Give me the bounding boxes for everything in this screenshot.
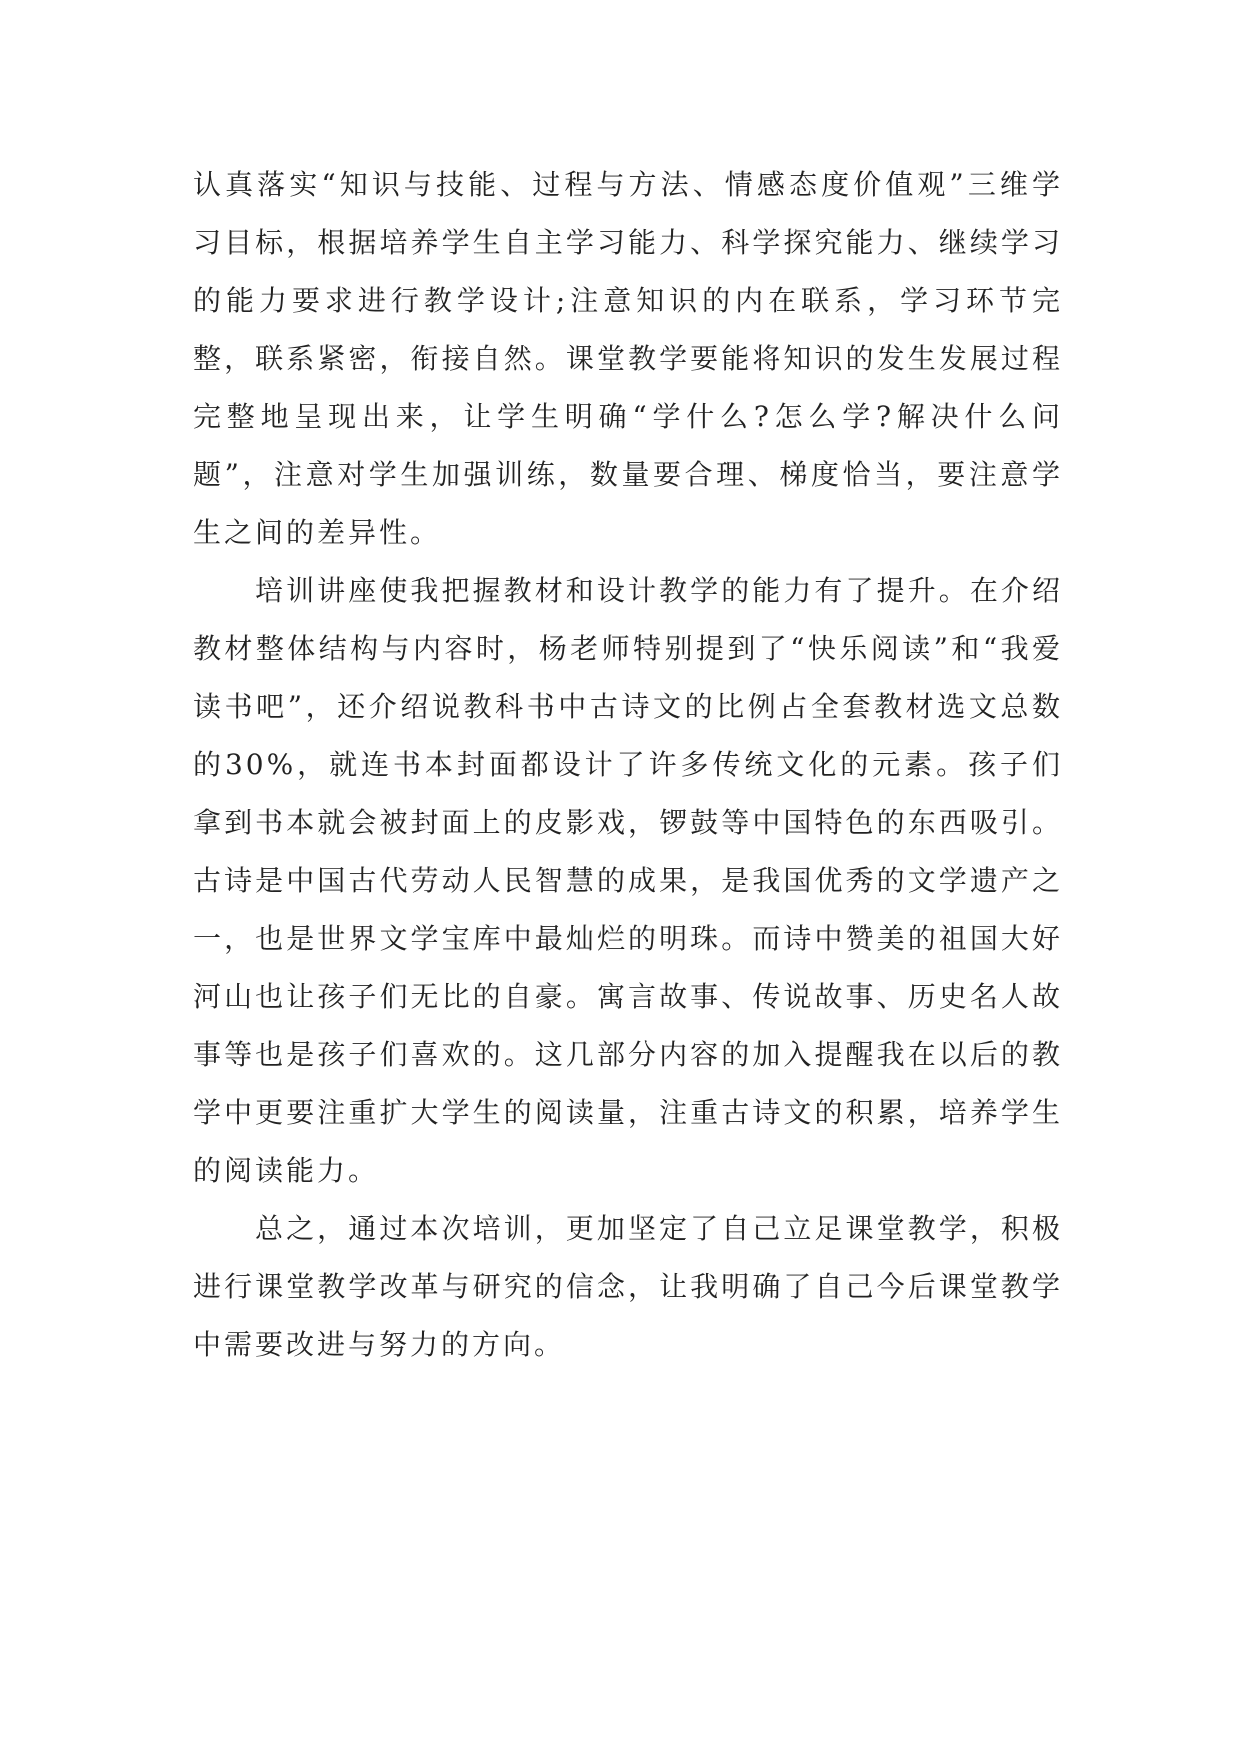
- document-body: [193, 156, 1063, 1374]
- paragraph-conclusion: 总之，通过本次培训，更加坚定了自己立足课堂教学，积极进行课堂教学改革与研究的信念，让我明确了自己今后课堂教学中需要改进与努力的方向。: [193, 1212, 1063, 1361]
- paragraph-continued: 认真落实“知识与技能、过程与方法、情感态度价值观”三维学习目标，根据培养学生自主学习能力、科学探究能力、继续学习的能力要求进行教学设计;注意知识的内在联系，学习环节完整，联系紧密，衔接自然。课堂教学要能将知识的发生发展过程完整地呈现出来，让学生明确“学什么?怎么学?解决什么问题”，注意对学生加强训练，数量要合理、梯度恰当，要注意学生之间的差异性。: [193, 168, 1063, 549]
- paragraph-training-lecture: 培训讲座使我把握教材和设计教学的能力有了提升。在介绍教材整体结构与内容时，杨老师特别提到了“快乐阅读”和“我爱读书吧”，还介绍说教科书中古诗文的比例占全套教材选文总数的30%，就连书本封面都设计了许多传统文化的元素。孩子们拿到书本就会被封面上的皮影戏，锣鼓等中国特色的东西吸引。古诗是中国古代劳动人民智慧的成果，是我国优秀的文学遗产之一，也是世界文学宝库中最灿烂的明珠。而诗中赞美的祖国大好河山也让孩子们无比的自豪。寓言故事、传说故事、历史名人故事等也是孩子们喜欢的。这几部分内容的加入提醒我在以后的教学中更要注重扩大学生的阅读量，注重古诗文的积累，培养学生的阅读能力。: [193, 574, 1063, 1187]
